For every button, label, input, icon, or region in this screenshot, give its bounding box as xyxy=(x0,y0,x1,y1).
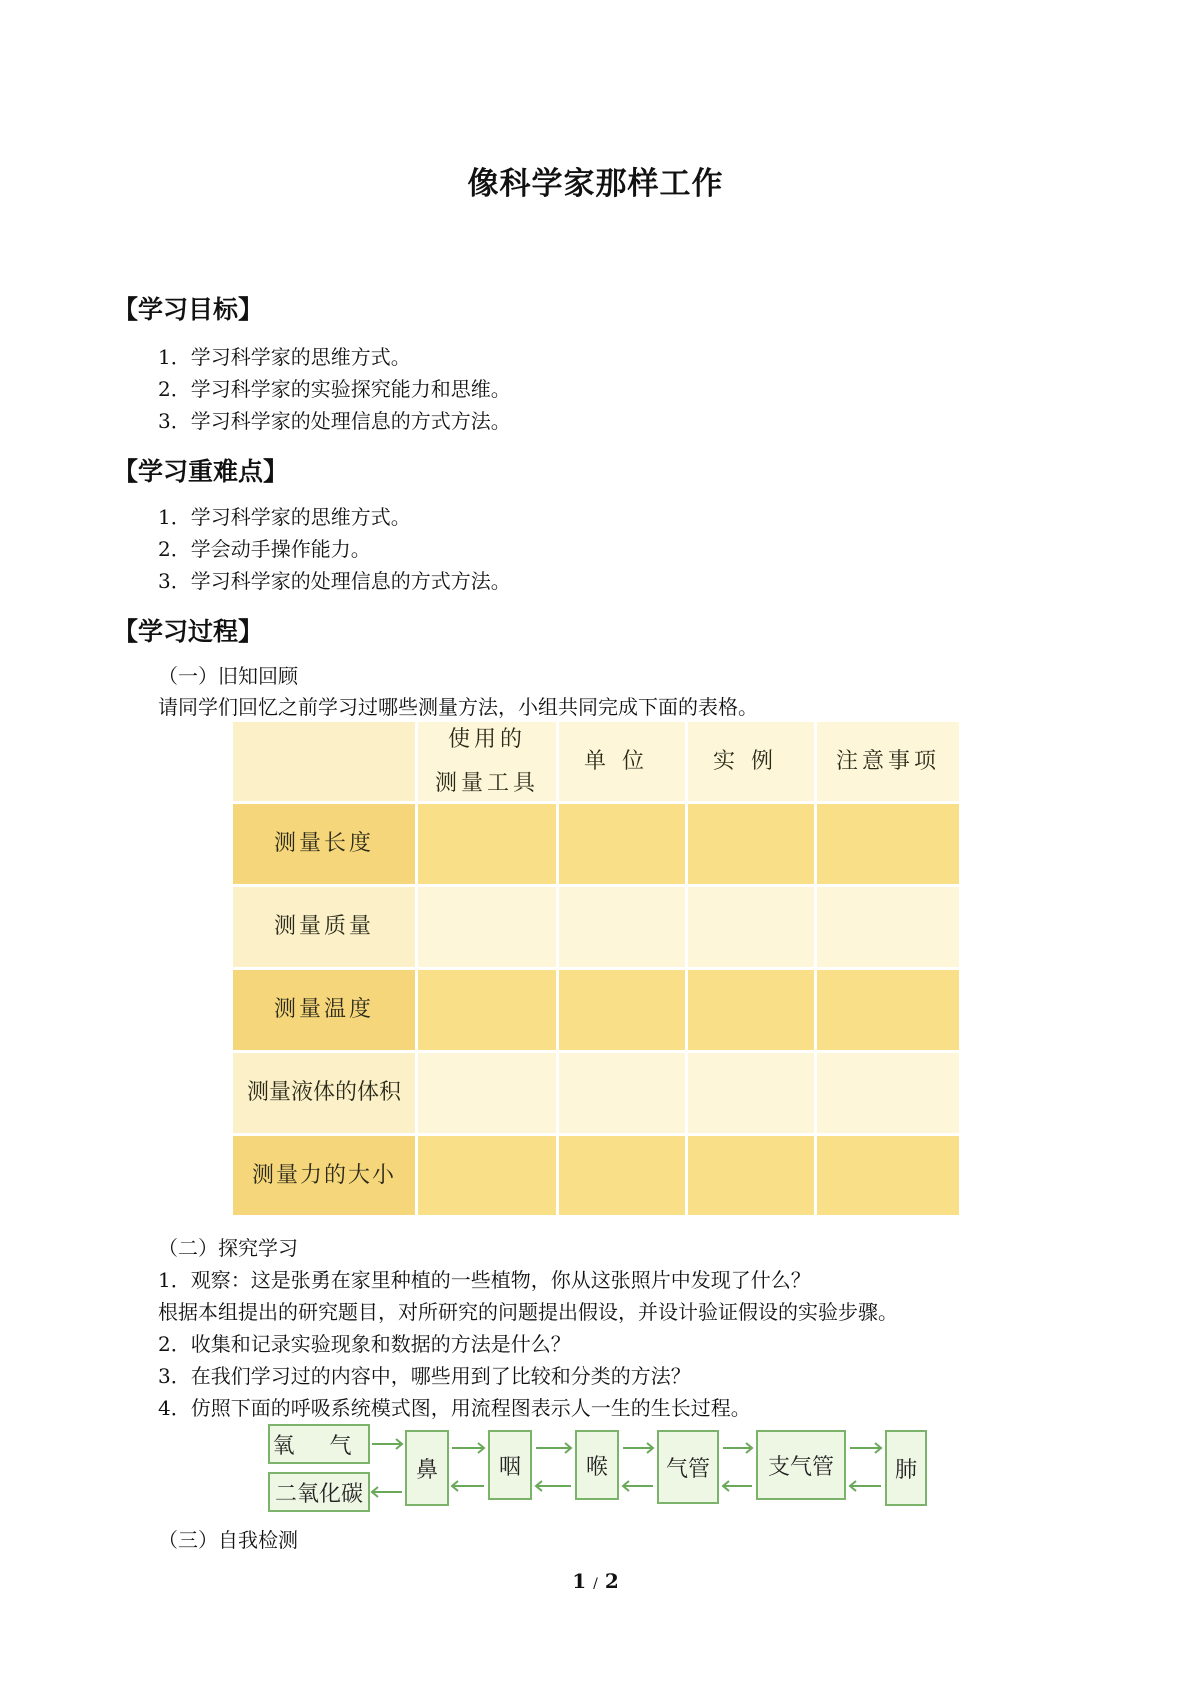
table-header-tool xyxy=(418,722,559,804)
table-cell[interactable] xyxy=(688,1053,817,1136)
page-number xyxy=(0,1569,1191,1593)
input-oxygen-box: 氧 气 xyxy=(268,1424,370,1464)
node-trachea: 气管 xyxy=(657,1430,719,1504)
arrow-right-icon xyxy=(623,1443,653,1453)
node-pharynx: 咽 xyxy=(488,1430,532,1500)
flow-arrows xyxy=(268,1424,928,1514)
node-nose: 鼻 xyxy=(405,1430,449,1506)
table-row-label: 测量力的大小 xyxy=(233,1136,418,1218)
part1-title: （一）旧知回顾 xyxy=(158,664,298,688)
table-cell[interactable] xyxy=(418,1053,559,1136)
arrow-right-icon xyxy=(452,1443,484,1453)
part2-line: 2．收集和记录实验现象和数据的方法是什么？ xyxy=(158,1332,571,1356)
arrow-right-icon xyxy=(723,1443,752,1453)
table-header-unit: 单位 xyxy=(559,722,688,804)
table-header-empty xyxy=(233,722,418,804)
table-cell[interactable] xyxy=(817,970,962,1053)
arrow-left-icon xyxy=(723,1481,752,1491)
section-heading-goals: 【学习目标】 xyxy=(113,295,264,324)
table-row-label: 测量温度 xyxy=(233,970,418,1053)
table-cell[interactable] xyxy=(817,1136,962,1218)
section-heading-process: 【学习过程】 xyxy=(113,617,264,646)
table-cell[interactable] xyxy=(559,970,688,1053)
arrow-left-icon xyxy=(452,1481,484,1491)
table-row-label: 测量长度 xyxy=(233,804,418,887)
table-header-example: 实例 xyxy=(688,722,817,804)
table-cell[interactable] xyxy=(559,1053,688,1136)
goal-item: 2．学习科学家的实验探究能力和思维。 xyxy=(158,377,511,401)
part1-text: 请同学们回忆之前学习过哪些测量方法，小组共同完成下面的表格。 xyxy=(158,695,758,719)
node-larynx: 喉 xyxy=(575,1430,619,1500)
table-cell[interactable] xyxy=(688,804,817,887)
table-cell[interactable] xyxy=(559,887,688,970)
part2-line: 4．仿照下面的呼吸系统模式图，用流程图表示人一生的生长过程。 xyxy=(158,1396,751,1420)
node-lung: 肺 xyxy=(885,1430,927,1506)
node-bronchus: 支气管 xyxy=(756,1430,846,1500)
goal-item: 1．学习科学家的思维方式。 xyxy=(158,345,411,369)
table-cell[interactable] xyxy=(418,887,559,970)
part2-line: 3．在我们学习过的内容中，哪些用到了比较和分类的方法？ xyxy=(158,1364,691,1388)
table-cell[interactable] xyxy=(559,804,688,887)
page-total: 2 xyxy=(604,1569,619,1593)
table-cell[interactable] xyxy=(418,1136,559,1218)
table-row-label: 测量液体的体积 xyxy=(233,1053,418,1136)
goal-item: 3．学习科学家的处理信息的方式方法。 xyxy=(158,409,511,433)
table-cell[interactable] xyxy=(418,804,559,887)
table-cell[interactable] xyxy=(418,970,559,1053)
table-cell[interactable] xyxy=(817,1053,962,1136)
input-co2-box: 二氧化碳 xyxy=(268,1472,370,1512)
key-point-item: 3．学习科学家的处理信息的方式方法。 xyxy=(158,569,511,593)
page-current: 1 xyxy=(572,1569,587,1593)
arrow-left-icon xyxy=(372,1487,402,1497)
arrow-right-icon xyxy=(536,1443,571,1453)
part2-line: 根据本组提出的研究题目，对所研究的问题提出假设，并设计验证假设的实验步骤。 xyxy=(158,1300,898,1324)
table-header-notes: 注意事项 xyxy=(817,722,962,804)
part3-title: （三）自我检测 xyxy=(158,1528,298,1552)
table-cell[interactable] xyxy=(817,804,962,887)
section-heading-key-points: 【学习重难点】 xyxy=(113,457,289,486)
key-point-item: 1．学习科学家的思维方式。 xyxy=(158,505,411,529)
arrow-left-icon xyxy=(850,1481,881,1491)
arrow-right-icon xyxy=(372,1439,402,1449)
arrow-left-icon xyxy=(623,1481,653,1491)
part2-line: 1．观察：这是张勇在家里种植的一些植物，你从这张照片中发现了什么？ xyxy=(158,1268,811,1292)
table-cell[interactable] xyxy=(688,970,817,1053)
respiratory-flow-diagram xyxy=(268,1424,928,1514)
table-row-label: 测量质量 xyxy=(233,887,418,970)
page-separator: / xyxy=(593,1576,598,1592)
table-cell[interactable] xyxy=(688,1136,817,1218)
table-header-tool-line1: 使用的 xyxy=(447,726,526,752)
table-header-tool-line2: 测量工具 xyxy=(434,770,539,796)
arrow-left-icon xyxy=(536,1481,571,1491)
page-title: 像科学家那样工作 xyxy=(467,166,724,202)
part2-title: （二）探究学习 xyxy=(158,1236,298,1260)
table-cell[interactable] xyxy=(688,887,817,970)
table-cell[interactable] xyxy=(559,1136,688,1218)
key-point-item: 2．学会动手操作能力。 xyxy=(158,537,371,561)
table-cell[interactable] xyxy=(817,887,962,970)
measurement-table xyxy=(233,722,962,1218)
arrow-right-icon xyxy=(850,1443,881,1453)
